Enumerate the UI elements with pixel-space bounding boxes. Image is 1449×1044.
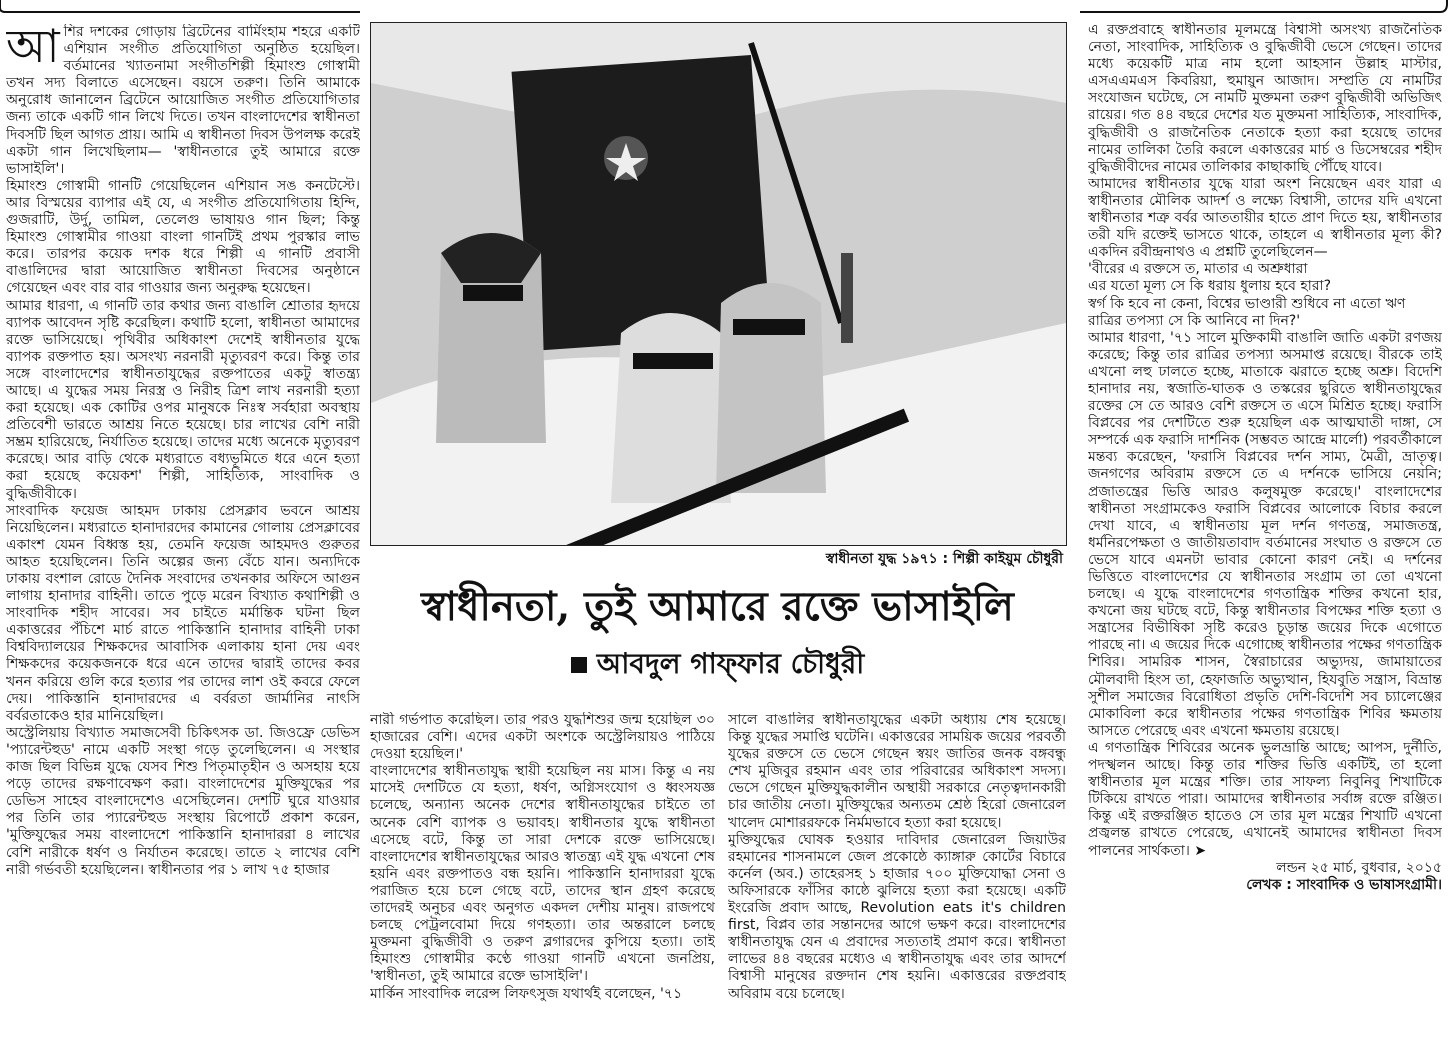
paragraph: এ রক্তপ্রবাহে স্বাধীনতার মূলমন্ত্রে বিশ্বাসী অসংখ্য রাজনৈতিক নেতা, সাংবাদিক, সাহিত্যিক ও বুদ্ধিজীবী ভেসে গেছেন। তাদের মধ্যে কয়েকটি মাত্র নাম হলো আহসান উল্লাহ মাস্টার, এসএএমএস কিবরিয়া, হুমায়ুন আজাদ। সম্প্রতি যে নামটির সংযোজন ঘটেছে, সে নামটি মুক্তমনা তরুণ বুদ্ধিজীবী অভিজিৎ রায়ের। গত ৪৪ বছরে দেশের যত মুক্তমনা সাহিত্যিক, সাংবাদিক, বুদ্ধিজীবী ও রাজনৈতিক নেতাকে হত্যা করা হয়েছে তাদের নামের তালিকা তৈরি করলে একাত্তরের মার্চ ও ডিসেম্বরের শহীদ বুদ্ধিজীবীদের নামের তালিকার কাছাকাছি পৌঁছে যাবে। bbox=[1088, 22, 1442, 175]
poem-line: 'বীরের এ রক্তসে ত, মাতার এ অশ্রুধারা bbox=[1088, 261, 1308, 278]
painting bbox=[371, 23, 1066, 545]
column-3 bbox=[728, 712, 1066, 1042]
paragraph: বাংলাদেশের স্বাধীনতাযুদ্ধ স্থায়ী হয়েছিল নয় মাস। কিন্তু এ নয় মাসেই দেশটিতে যে হত্যা, ধর্ষণ, অগ্নিসংযোগ ও ধ্বংসযজ্ঞ চলেছে, অন্যান্য অনেক দেশের স্বাধীনতাযুদ্ধের চাইতে তা অনেক বেশি ব্যাপক ও ভয়াবহ। স্বাধীনতার যুদ্ধে স্বাধীনতা এসেছে বটে, কিন্তু তা সারা দেশকে রক্তে ভাসিয়েছে। বাংলাদেশের স্বাধীনতাযুদ্ধের আরও স্বাতন্ত্র্য এই যুদ্ধ এখনো শেষ হয়নি এবং রক্তপাতও বন্ধ হয়নি। পাকিস্তানি হানাদাররা যুদ্ধে পরাজিত হয়ে চলে গেছে বটে, তাদের স্থান গ্রহণ করেছে তাদেরই অনুচর এবং অনুগত একদল দেশীয় মানুষ। রাজপথে চলছে পেট্রলবোমা দিয়ে গণহত্যা। তার অন্তরালে চলছে মুক্তমনা বুদ্ধিজীবী ও তরুণ ব্লগারদের কুপিয়ে হত্যা। তাই হিমাংশু গোস্বামীর কণ্ঠে গাওয়া গানটি এখনো জনপ্রিয়, 'স্বাধীনতা, তুই আমারে রক্তে ভাসাইলি'। bbox=[370, 763, 715, 985]
paragraph: নারী গর্ভপাত করেছিল। তার পরও যুদ্ধশিশুর জন্ম হয়েছিল ৩০ হাজারের বেশি। এদের একটা অংশকে অস্ট্রেলিয়ায়ও পাঠিয়ে দেওয়া হয়েছিল।' bbox=[370, 712, 715, 763]
paragraph: হিমাংশু গোস্বামী গানটি গেয়েছিলেন এশিয়ান সঙ কনটেস্টে। আর বিস্ময়ের ব্যাপার এই যে, এ সংগীত প্রতিযোগিতায় হিন্দি, গুজরাটি, উর্দু, তামিল, তেলেগু ভাষায়ও গান ছিল; কিন্তু হিমাংশু গোস্বামীর গাওয়া বাংলা গানটিই প্রথম পুরস্কার লাভ করে। তারপর কয়েক দশক ধরে শিল্পী এ গানটি প্রবাসী বাঙালিদের দ্বারা আয়োজিত স্বাধীনতা দিবসের অনুষ্ঠানে গেয়েছেন এবং বার বার গাওয়ার জন্য অনুরুদ্ধ হয়েছেন। bbox=[6, 177, 360, 297]
column-2 bbox=[370, 712, 715, 1042]
poem-line: এর যতো মূল্য সে কি ধরায় ধুলায় হবে হারা? bbox=[1088, 278, 1332, 295]
paragraph: মার্কিন সাংবাদিক লরেন্স লিফৎসুজ যথার্থই বলেছেন, '৭১ bbox=[370, 985, 683, 1002]
paragraph: আমাদের স্বাধীনতার যুদ্ধে যারা অংশ নিয়েছেন এবং যারা এ স্বাধীনতার মৌলিক আদর্শ ও লক্ষ্যে বিশ্বাসী, তাদের যদি এখনো স্বাধীনতার শত্রু বর্বর আততায়ীর হাতে প্রাণ দিতে হয়, স্বাধীনতার তরী যদি রক্তেই ভাসতে থাকে, তাহলে এ স্বাধীনতার মূল্য কী? একদিন রবীন্দ্রনাথও এ প্রশ্নটি তুলেছিলেন— bbox=[1088, 175, 1442, 261]
paragraph: এ গণতান্ত্রিক শিবিরের অনেক ভুলভ্রান্তি আছে; আপস, দুর্নীতি, পদস্খলন আছে। কিন্তু তার শক্তির ভিত্তি একটিই, তা হলো স্বাধীনতার মূল মন্ত্রের শক্তি। তার সাফল্য নিবুনিবু শিখাটিকে টিকিয়ে রাখতে পারা। আমাদের স্বাধীনতার সর্বাঙ্গ রক্তে রঞ্জিত। কিন্তু এই রক্তরঞ্জিত হাতেও সে তার মূল মন্ত্রের শিখাটি এখনো প্রজ্বলন্ত রাখতে পেরেছে, এখানেই আমাদের স্বাধীনতা দিবস পালনের সার্থকতা। ➤ bbox=[1088, 739, 1442, 859]
dateline: লন্ডন ২৫ মার্চ, বুধবার, ২০১৫ bbox=[1276, 859, 1442, 876]
poem-quote bbox=[1088, 261, 1442, 329]
author-note: লেখক : সাংবাদিক ও ভাষাসংগ্রামী। bbox=[1246, 876, 1442, 893]
column-1 bbox=[6, 24, 360, 1044]
author-name: আবদুল গাফ্ফার চৌধুরী bbox=[596, 647, 865, 680]
drop-cap: আ bbox=[6, 24, 60, 73]
square-bullet-icon bbox=[571, 657, 587, 673]
paragraph: আমার ধারণা, এ গানটি তার কথার জন্য বাঙালি শ্রোতার হৃদয়ে ব্যাপক আবেদন সৃষ্টি করেছিল। কথাটি হলো, স্বাধীনতা আমাদের রক্তে ভাসিয়েছে। পৃথিবীর অধিকাংশ দেশেই স্বাধীনতার যুদ্ধে ব্যাপক রক্তপাত হয়। অসংখ্য নরনারী মৃত্যুবরণ করে। কিন্তু তার সঙ্গে বাংলাদেশের স্বাধীনতাযুদ্ধের রক্তপাতের একটু স্বাতন্ত্র্য আছে। এ যুদ্ধের সময় নিরস্ত্র ও নিরীহ ত্রিশ লাখ নরনারী হত্যা করা হয়েছে। এক কোটির ওপর মানুষকে নিঃস্ব সর্বহারা অবস্থায় প্রতিবেশী ভারতে আশ্রয় নিতে হয়েছে। চার লাখের বেশি নারী সম্ভ্রম হারিয়েছে, নির্যাতিত হয়েছে। তাদের মধ্যে অনেকে মৃত্যুবরণ করেছে। আর বাড়ি থেকে মধ্যরাতে বধ্যভূমিতে ধরে এনে হত্যা করা হয়েছে কয়েকশ' শিল্পী, সাহিত্যিক, সাংবাদিক ও বুদ্ধিজীবীকে। bbox=[6, 297, 360, 502]
headline: স্বাধীনতা, তুই আমারে রক্তে ভাসাইলি bbox=[421, 583, 1014, 630]
paragraph: সালে বাঙালির স্বাধীনতাযুদ্ধের একটা অধ্যায় শেষ হয়েছে। কিন্তু যুদ্ধের সমাপ্তি ঘটেনি। একাত্তরের সাময়িক জয়ের পরবর্তী যুদ্ধের রক্তসে তে ভেসে গেছেন স্বয়ং জাতির জনক বঙ্গবন্ধু শেখ মুজিবুর রহমান এবং তার পরিবারের অধিকাংশ সদস্য। ভেসে গেছেন মুক্তিযুদ্ধকালীন অস্থায়ী সরকারে নেতৃত্বদানকারী চার জাতীয় নেতা। মুক্তিযুদ্ধের অন্যতম শ্রেষ্ঠ হিরো জেনারেল খালেদ মোশাররফকে নির্মমভাবে হত্যা করা হয়েছে। bbox=[728, 712, 1066, 831]
illustration-freedom-war-1971 bbox=[370, 22, 1067, 546]
poem-line: স্বর্গ কি হবে না কেনা, বিশ্বের ভাণ্ডারী শুধিবে না এতো ঋণ bbox=[1088, 295, 1406, 312]
paragraph: সাংবাদিক ফয়েজ আহমদ ঢাকায় প্রেসক্লাব ভবনে আশ্রয় নিয়েছিলেন। মধ্যরাতে হানাদারদের কামানের গোলায় প্রেসক্লাবের একাংশ যেমন বিধ্বস্ত হয়, তেমনি ফয়েজ আহমদও গুরুতর আহত হয়েছিলেন। তিনি অল্পের জন্য বেঁচে যান। অন্যদিকে ঢাকায় বংশাল রোডে দৈনিক সংবাদের তখনকার অফিসে আগুন লাগায় হানাদার বাহিনী। তাতে পুড়ে মরেন বিখ্যাত কথাশিল্পী ও সাংবাদিক শহীদ সাবের। সব চাইতে মর্মান্তিক ঘটনা ছিল একাত্তরের পঁচিশে মার্চ রাতে পাকিস্তানি হানাদার বাহিনী ঢাকা বিশ্ববিদ্যালয়ের শিক্ষকদের আবাসিক এলাকায় হানা দেয় এবং শিক্ষকদের কয়েকজনকে ধরে এনে তাদের দ্বারাই তাদের কবর খনন করিয়ে গুলি করে হত্যার পর তাদের লাশ ওই কবরে ফেলে দেয়। পাকিস্তানি হানাদারদের এ বর্বরতা জার্মানির নাৎসি বর্বরতাকেও হার মানিয়েছিল। bbox=[6, 502, 360, 724]
image-caption: স্বাধীনতা যুদ্ধ ১৯৭১ : শিল্পী কাইয়ুম চৌধুরী bbox=[825, 551, 1063, 567]
poem-line: রাত্রির তপস্যা সে কি আনিবে না দিন?' bbox=[1088, 312, 1301, 329]
column-4 bbox=[1088, 22, 1442, 1044]
paragraph: মুক্তিযুদ্ধের ঘোষক হওয়ার দাবিদার জেনারেল জিয়াউর রহমানের শাসনামলে জেল প্রকোষ্ঠে ক্যাঙ্গারু কোর্টের বিচারে কর্নেল (অব.) তাহেরসহ ১ হাজার ৭০০ মুক্তিযোদ্ধা সেনা ও অফিসারকে ফাঁসির কাষ্ঠে ঝুলিয়ে হত্যা করা হয়েছে। একটি ইংরেজি প্রবাদ আছে, Revolution eats it's children first, বিপ্লব তার সন্তানদের আগে ভক্ষণ করে। বাংলাদেশের স্বাধীনতাযুদ্ধ যেন এ প্রবাদের সত্যতাই প্রমাণ করে। স্বাধীনতা লাভের ৪৪ বছরের মধ্যেও এ স্বাধীনতাযুদ্ধ এবং তার আদর্শে বিশ্বাসী মানুষের রক্তদান শেষ হয়নি। একাত্তরের রক্তপ্রবাহ অবিরাম বয়ে চলেছে। bbox=[728, 831, 1066, 1002]
page-top-rule bbox=[0, 0, 1449, 14]
paragraph: অস্ট্রেলিয়ায় বিখ্যাত সমাজসেবী চিকিৎসক ডা. জিওফ্রে ডেভিস 'প্যারেন্টহুড' নামে একটি সংস্থা গড়ে তুলেছিলেন। এ সংস্থার কাজ ছিল বিভিন্ন যুদ্ধে যেসব শিশু পিতৃমাতৃহীন ও অসহায় হয়ে পড়ে তাদের রক্ষণাবেক্ষণ করা। বাংলাদেশের মুক্তিযুদ্ধের পর ডেভিস সাহেব বাংলাদেশেও এসেছিলেন। দেশটি ঘুরে যাওয়ার পর তিনি তার প্যারেন্টহুড সংস্থায় রিপোর্টে প্রকাশ করেন, 'মুক্তিযুদ্ধের সময় বাংলাদেশে পাকিস্তানি হানাদাররা ৪ লাখের বেশি নারীকে ধর্ষণ ও নির্যাতন করেছে। তাতে ২ লাখের বেশি নারী গর্ভবতী হয়েছিলেন। স্বাধীনতার পর ১ লাখ ৭৫ হাজার bbox=[6, 724, 360, 878]
byline bbox=[370, 646, 1065, 682]
paragraph: আমার ধারণা, '৭১ সালে মুক্তিকামী বাঙালি জাতি একটা রণজয় করেছে; কিন্তু তার রাত্রির তপস্যা অসমাপ্ত রয়েছে। বীরকে তাই এখনো লহু ঢালতে হচ্ছে, মাতাকে ঝরাতে হচ্ছে অশ্রু। বিদেশি হানাদার নয়, স্বজাতি-ঘাতক ও তস্করের ছুরিতে স্বাধীনতাযুদ্ধের রক্তের সে তে আরও বেশি রক্তসে ত এসে মিশ্রিত হচ্ছে। ফরাসি বিপ্লবের পর দেশটিতে শুরু হয়েছিল এক আত্মঘাতী দাঙ্গা, সে সম্পর্কে এক ফরাসি দার্শনিক (সম্ভবত আন্দ্রে মার্লো) পরবর্তীকালে মন্তব্য করেছেন, 'ফরাসি বিপ্লবের দর্শন সাম্য, মৈত্রী, ভ্রাতৃত্ব। জনগণের অবিরাম রক্তসে তে এ দর্শনকে ভাসিয়ে নেয়নি; প্রজাতন্ত্রের ভিত্তি আরও কলুষমুক্ত করেছে।' বাংলাদেশের স্বাধীনতা সংগ্রামকেও ফরাসি বিপ্লবের আলোকে বিচার করলে দেখা যাবে, এ স্বাধীনতায় মূল দর্শন গণতন্ত্র, সমাজতন্ত্র, ধর্মনিরপেক্ষতা ও জাতীয়তাবাদ বর্তমানের সংঘাত ও রক্তসে তে ভেসে যাবে এমনটা ভাবার কোনো কারণ নেই। এ দর্শনের ভিত্তিতে বাংলাদেশের যে স্বাধীনতার সংগ্রাম তা তো এখনো চলছে। এ যুদ্ধে বাংলাদেশের গণতান্ত্রিক শক্তির কখনো হার, কখনো জয় ঘটছে বটে, কিন্তু স্বাধীনতার বিপক্ষের শক্তি হত্যা ও সন্ত্রাসের বিভীষিকা সৃষ্টি করেও চূড়ান্ত জয়ের দিকে এগোতে পারছে না। এ জয়ের দিকে এগোচ্ছে স্বাধীনতার পক্ষের গণতান্ত্রিক শিবির। সামরিক শাসন, স্বৈরাচারের অভ্যুদয়, জামায়াতের মৌলবাদী হিংস তা, হেফাজতি অভ্যুত্থান, হিযবুতি সন্ত্রাস, বিভ্রান্ত সুশীল সমাজের বিরোধিতা প্রভৃতি দেশি-বিদেশি সব চ্যালেঞ্জের মোকাবিলা করে স্বাধীনতার পক্ষের গণতান্ত্রিক শিবির ক্ষমতায় আসতে পেরেছে এবং এখনো ক্ষমতায় রয়েছে। bbox=[1088, 329, 1442, 739]
paragraph: শির দশকের গোড়ায় ব্রিটেনের বার্মিংহাম শহরে একটি এশিয়ান সংগীত প্রতিযোগিতা অনুষ্ঠিত হয়েছিল। বর্তমানের খ্যাতনামা সংগীতশিল্পী হিমাংশু গোস্বামী তখন সদ্য বিলাতে এসেছেন। বয়সে তরুণ। তিনি আমাকে অনুরোধ জানালেন ব্রিটেনে আয়োজিত সংগীত প্রতিযোগিতার জন্য তাকে একটি গান লিখে দিতে। তখন বাংলাদেশের স্বাধীনতা দিবসটি ছিল আগত প্রায়। আমি এ স্বাধীনতা দিবস উপলক্ষ করেই একটা গান লিখেছিলাম— 'স্বাধীনতারে তুই আমারে রক্তে ভাসাইলি'। bbox=[6, 24, 360, 177]
